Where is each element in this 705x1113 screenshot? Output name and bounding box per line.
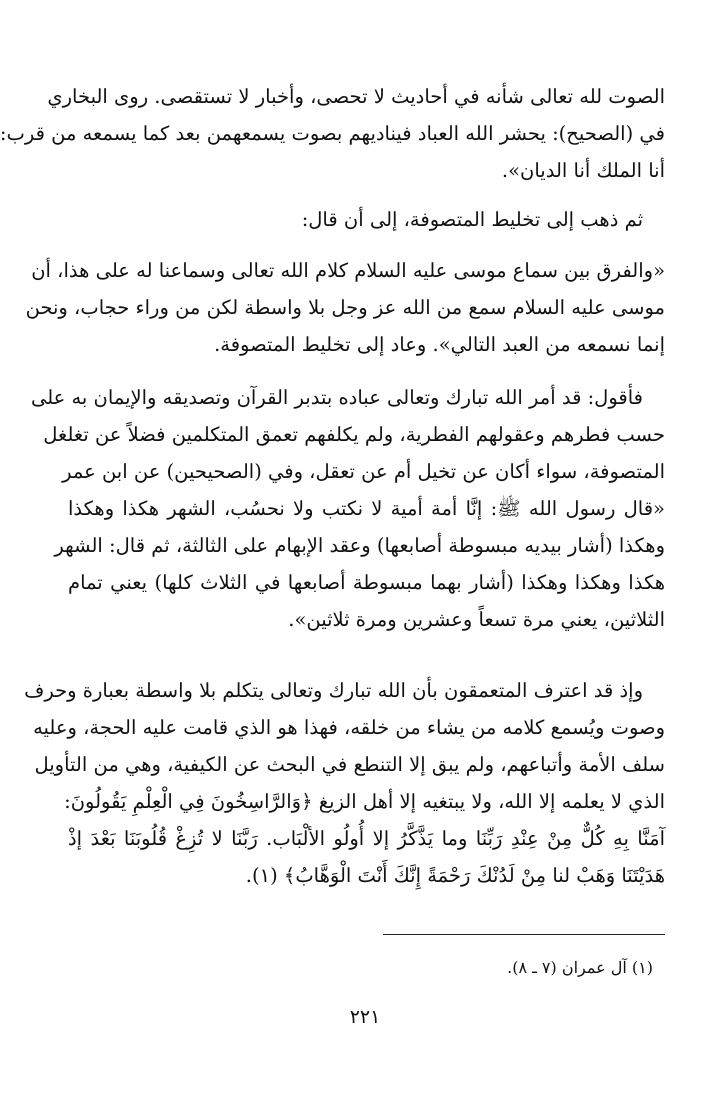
paragraph-4-line-5: وهكذا (أشار بيديه مبسوطة أصابعها) وعقد الإبهام على الثالثة، ثم قال: الشهر <box>54 534 665 557</box>
paragraph-1 <box>0 78 665 189</box>
footnote-divider <box>383 934 665 935</box>
paragraph-4-line-4: «قال رسول الله ﷺ: إنَّا أمة أمية لا نكتب ولا نحسُب، الشهر هكذا وهكذا <box>68 497 665 520</box>
paragraph-2-line-1: ثم ذهب إلى تخليط المتصوفة، إلى أن قال: <box>301 208 643 231</box>
paragraph-3-quote <box>25 252 665 363</box>
paragraph-3-line-2: موسى عليه السلام سمع من الله عز وجل بلا واسطة لكن من وراء حجاب، ونحن <box>25 296 665 319</box>
paragraph-4-line-7: الثلاثين، يعني مرة تسعاً وعشرين ومرة ثلاثين». <box>288 608 665 631</box>
paragraph-5-line-4: الذي لا يعلمه إلا الله، ولا يبتغيه إلا أهل الزيغ ﴿وَالرَّاسِخُونَ فِي الْعِلْمِ يَقُولُونَ: <box>64 790 665 813</box>
paragraph-4 <box>30 379 665 638</box>
paragraph-5-line-6: هَدَيْتَنَا وَهَبْ لنا مِنْ لَدُنْكَ رَحْمَةً إِنَّكَ أَنْتَ الْوَهَّابُ﴾ (١). <box>245 864 665 887</box>
paragraph-1-line-3: أنا الملك أنا الديان». <box>501 159 665 182</box>
paragraph-5-line-2: وصوت ويُسمع كلامه من يشاء من خلقه، فهذا هو الذي قامت عليه الحجة، وعليه <box>33 716 665 739</box>
footnote: (١) آل عمران (٧ ـ ٨). <box>507 958 653 977</box>
paragraph-2 <box>68 201 665 238</box>
page-body <box>0 78 665 894</box>
paragraph-4-line-3: المتصوفة، سواء أكان عن تخيل أم عن تعقل، وفي (الصحيحين) عن ابن عمر <box>62 460 665 483</box>
paragraph-5-line-1: وإذ قد اعترف المتعمقون بأن الله تبارك وتعالى يتكلم بلا واسطة بعبارة وحرف <box>24 679 643 702</box>
paragraph-5 <box>24 672 665 894</box>
paragraph-1-line-2: في (الصحيح): يحشر الله العباد فيناديهم بصوت يسمعهمن بعد كما يسمعه من قرب: <box>0 122 665 145</box>
paragraph-3-line-3: إنما نسمعه من العبد التالي». وعاد إلى تخليط المتصوفة. <box>214 333 665 356</box>
paragraph-4-line-6: هكذا وهكذا وهكذا (أشار بهما مبسوطة أصابعها في الثلاث كلها) يعني تمام <box>68 571 665 594</box>
paragraph-5-line-5: آمَنَّا بِهِ كُلٌّ مِنْ عِنْدِ رَبِّنَا وما يَذَّكَّرُ إلا أُولُو الألْبَاب. رَبَّنَا لا تُزِغْ قُلُوبَنَا بَعْدَ إذْ <box>68 827 665 850</box>
paragraph-4-line-2: حسب فطرهم وعقولهم الفطرية، ولم يكلفهم تعمق المتكلمين فضلاً عن تغلغل <box>43 423 665 446</box>
paragraph-5-line-3: سلف الأمة وأتباعهم، ولم يبق إلا التنطع في البحث عن الكيفية، وهي من التأويل <box>34 753 665 776</box>
paragraph-3-line-1: «والفرق بين سماع موسى عليه السلام كلام الله تعالى وسماعنا له على هذا، أن <box>31 259 665 282</box>
page-number: ٢٢١ <box>349 1006 381 1028</box>
paragraph-4-line-1: فأقول: قد أمر الله تبارك وتعالى عباده بتدبر القرآن وتصديقه والإيمان به على <box>30 386 643 409</box>
paragraph-1-line-1: الصوت لله تعالى شأنه في أحاديث لا تحصى، وأخبار لا تستقصى. روى البخاري <box>47 85 665 108</box>
